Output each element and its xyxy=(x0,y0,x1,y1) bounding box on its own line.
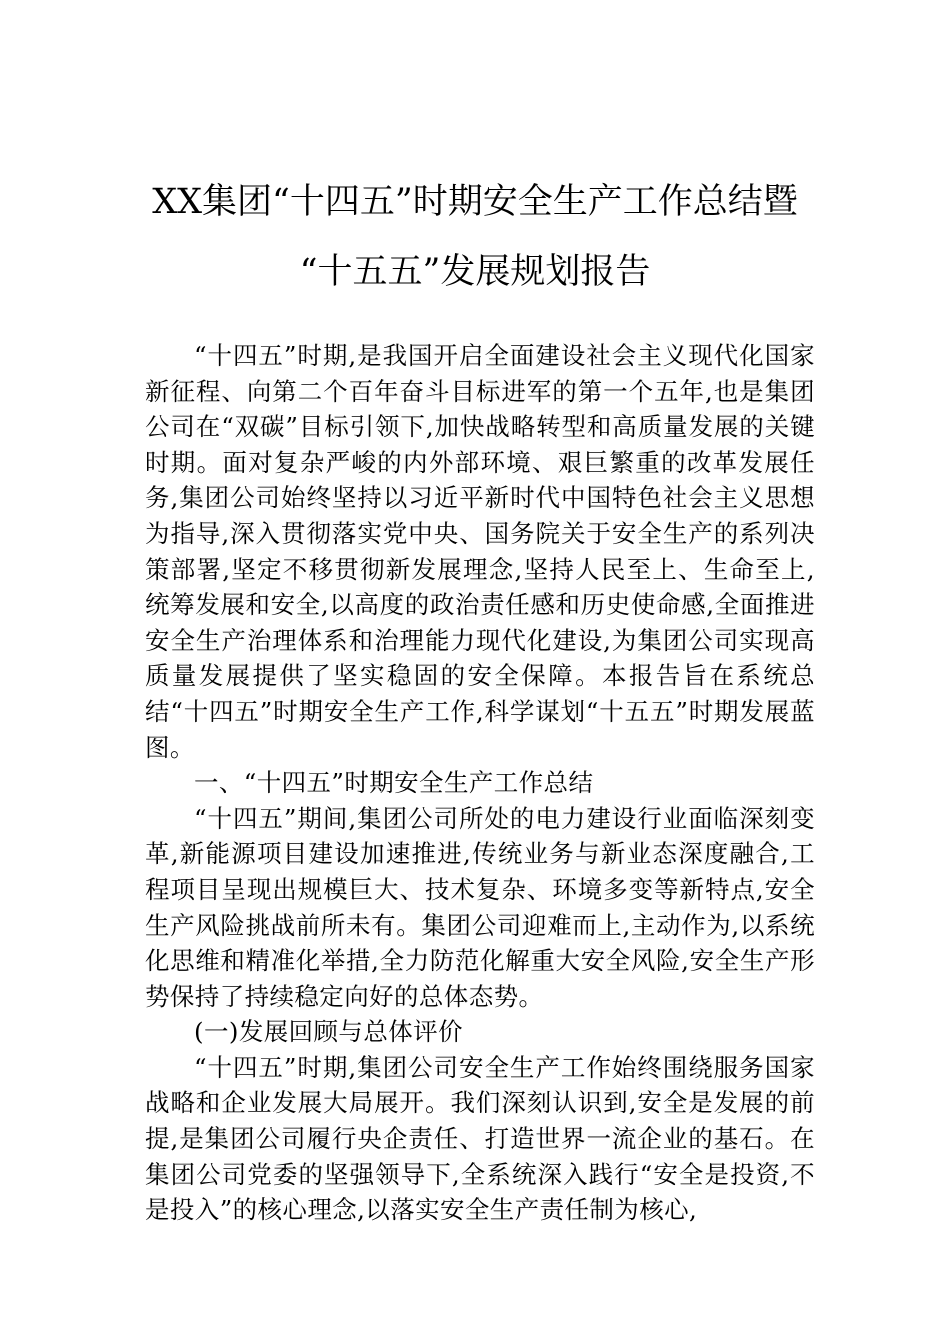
section-heading: 一、“十四五”时期安全生产工作总结 xyxy=(194,768,594,798)
document-title-line-2: “十五五”发展规划报告 xyxy=(299,252,651,292)
subsection-paragraph: “十四五”时期,集团公司安全生产工作始终围绕服务国家战略和企业发展大局展开。我们深刻认识到,安全是发展的前提,是集团公司履行央企责任、打造世界一流企业的基石。在集团公司党委的坚强领导下,全系统深入践行“安全是投资,不是投入”的核心理念,以落实安全生产责任制为核心, xyxy=(145,1052,815,1225)
section-paragraph: “十四五”期间,集团公司所处的电力建设行业面临深刻变革,新能源项目建设加速推进,传统业务与新业态深度融合,工程项目呈现出规模巨大、技术复杂、环境多变等新特点,安全生产风险挑战前所未有。集团公司迎难而上,主动作为,以系统化思维和精准化举措,全力防范化解重大安全风险,安全生产形势保持了持续稳定向好的总体态势。 xyxy=(145,803,815,1011)
intro-paragraph: “十四五”时期,是我国开启全面建设社会主义现代化国家新征程、向第二个百年奋斗目标进军的第一个五年,也是集团公司在“双碳”目标引领下,加快战略转型和高质量发展的关键时期。面对复杂严峻的内外部环境、艰巨繁重的改革发展任务,集团公司始终坚持以习近平新时代中国特色社会主义思想为指导,深入贯彻落实党中央、国务院关于安全生产的系列决策部署,坚定不移贯彻新发展理念,坚持人民至上、生命至上,统筹发展和安全,以高度的政治责任感和历史使命感,全面推进安全生产治理体系和治理能力现代化建设,为集团公司实现高质量发展提供了坚实稳固的安全保障。本报告旨在系统总结“十四五”时期安全生产工作,科学谋划“十五五”时期发展蓝图。 xyxy=(145,341,815,762)
subsection-heading: (一)发展回顾与总体评价 xyxy=(194,1017,463,1047)
document-title-line-1: XX集团“十四五”时期安全生产工作总结暨 xyxy=(152,182,798,222)
document-body xyxy=(145,338,815,1228)
